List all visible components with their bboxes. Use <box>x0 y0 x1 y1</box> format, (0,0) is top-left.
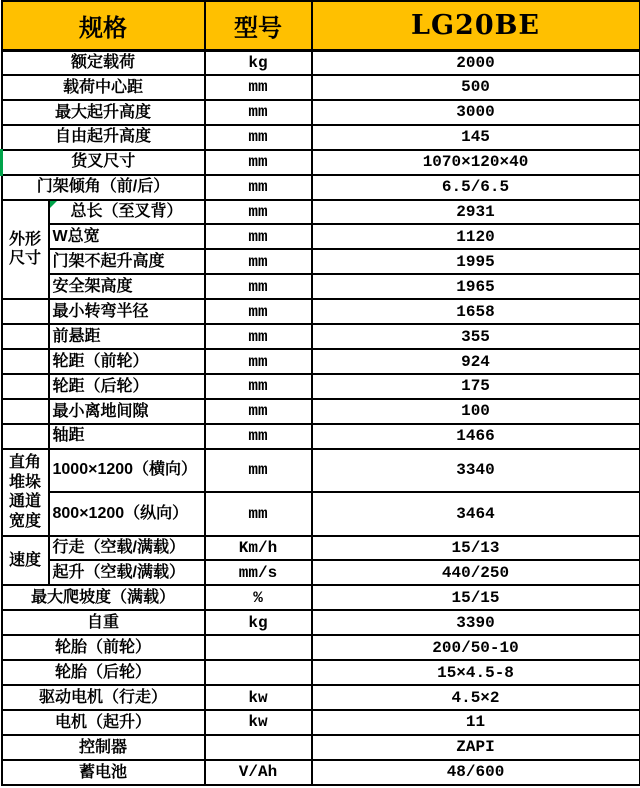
spec-row <box>2 349 640 374</box>
spec-value: 355 <box>312 324 640 349</box>
spec-row <box>2 50 640 75</box>
spec-row <box>2 125 640 150</box>
spec-label: 额定载荷 <box>2 50 205 75</box>
spec-row <box>2 299 640 324</box>
spec-row <box>2 685 640 710</box>
spec-row <box>2 274 640 299</box>
spec-row <box>2 399 640 424</box>
spec-value: 175 <box>312 374 640 399</box>
spec-value: 1466 <box>312 424 640 449</box>
spec-unit: kw <box>205 710 312 735</box>
group-spacer <box>2 424 49 449</box>
group-spacer <box>2 324 49 349</box>
group-label: 直角堆垛通道宽度 <box>2 449 49 536</box>
spec-value: 500 <box>312 75 640 100</box>
spec-value: 1658 <box>312 299 640 324</box>
spec-value: 2931 <box>312 200 640 225</box>
spec-unit: mm <box>205 200 312 225</box>
spec-label: 800×1200（纵向） <box>49 492 205 536</box>
spec-unit: mm <box>205 324 312 349</box>
spec-row <box>2 150 640 175</box>
spec-value: 440/250 <box>312 560 640 585</box>
spec-unit: mm <box>205 274 312 299</box>
spec-unit: mm <box>205 299 312 324</box>
spec-row <box>2 249 640 274</box>
spec-rows <box>2 50 640 785</box>
spec-row <box>2 492 640 536</box>
spec-label: W总宽 <box>49 224 205 249</box>
spec-unit: mm <box>205 249 312 274</box>
spec-unit: mm <box>205 125 312 150</box>
spec-row <box>2 585 640 610</box>
spec-label: 安全架高度 <box>49 274 205 299</box>
spec-unit: mm <box>205 175 312 200</box>
spec-value: 3340 <box>312 449 640 492</box>
spec-row <box>2 75 640 100</box>
group-label: 速度 <box>2 536 49 586</box>
header-row <box>2 1 640 50</box>
spec-label: 轮距（后轮） <box>49 374 205 399</box>
spec-value: 3000 <box>312 100 640 125</box>
spec-label: 最大爬坡度（满载） <box>2 585 205 610</box>
spec-value: 3464 <box>312 492 640 536</box>
spec-row <box>2 449 640 492</box>
spec-label: 起升（空载/满载） <box>49 560 205 585</box>
spec-unit: % <box>205 585 312 610</box>
spec-row <box>2 324 640 349</box>
spec-label: 前悬距 <box>49 324 205 349</box>
spec-unit: mm <box>205 424 312 449</box>
spec-unit: kg <box>205 50 312 75</box>
spec-value: 1965 <box>312 274 640 299</box>
spec-label: 轮距（前轮） <box>49 349 205 374</box>
spec-label: 最小转弯半径 <box>49 299 205 324</box>
spec-row <box>2 760 640 785</box>
spec-row <box>2 610 640 635</box>
spec-value: 15/15 <box>312 585 640 610</box>
group-spacer <box>2 299 49 324</box>
spec-unit: mm <box>205 150 312 175</box>
spec-row <box>2 175 640 200</box>
spec-value: 145 <box>312 125 640 150</box>
spec-label: 载荷中心距 <box>2 75 205 100</box>
spec-label: 门架倾角（前/后） <box>2 175 205 200</box>
spec-value: 15×4.5-8 <box>312 660 640 685</box>
spec-unit: Km/h <box>205 536 312 561</box>
spec-label: 总长（至叉背） <box>49 200 205 225</box>
spec-unit: mm/s <box>205 560 312 585</box>
spec-unit: mm <box>205 75 312 100</box>
spec-value: 6.5/6.5 <box>312 175 640 200</box>
spec-unit: mm <box>205 349 312 374</box>
spec-unit: mm <box>205 449 312 492</box>
spec-unit: mm <box>205 374 312 399</box>
spec-unit: V/Ah <box>205 760 312 785</box>
spec-label: 轴距 <box>49 424 205 449</box>
spec-value: 1120 <box>312 224 640 249</box>
spec-label: 轮胎（后轮） <box>2 660 205 685</box>
group-spacer <box>2 349 49 374</box>
header-model-value: LG20BE <box>312 1 640 50</box>
group-spacer <box>2 374 49 399</box>
header-spec-label: 规格 <box>2 1 205 50</box>
spec-label: 最小离地间隙 <box>49 399 205 424</box>
group-spacer <box>2 399 49 424</box>
spec-label: 蓄电池 <box>2 760 205 785</box>
spec-label: 最大起升高度 <box>2 100 205 125</box>
spec-unit: kw <box>205 685 312 710</box>
spec-row <box>2 424 640 449</box>
spec-row <box>2 224 640 249</box>
spec-unit: mm <box>205 399 312 424</box>
spec-value: 11 <box>312 710 640 735</box>
spec-unit: mm <box>205 492 312 536</box>
spec-row <box>2 635 640 660</box>
spec-value: 924 <box>312 349 640 374</box>
spec-unit <box>205 635 312 660</box>
spec-unit <box>205 735 312 760</box>
spec-row <box>2 710 640 735</box>
spec-value: 1070×120×40 <box>312 150 640 175</box>
spec-value: 2000 <box>312 50 640 75</box>
spec-label: 轮胎（前轮） <box>2 635 205 660</box>
spec-unit: kg <box>205 610 312 635</box>
spec-row <box>2 374 640 399</box>
spec-row <box>2 200 640 225</box>
spec-row <box>2 735 640 760</box>
spec-value: 48/600 <box>312 760 640 785</box>
spec-label: 货叉尺寸 <box>2 150 205 175</box>
spec-row <box>2 100 640 125</box>
spec-label: 驱动电机（行走） <box>2 685 205 710</box>
spec-label: 自由起升高度 <box>2 125 205 150</box>
spec-row <box>2 536 640 561</box>
group-label: 外形尺寸 <box>2 200 49 300</box>
spec-value: 3390 <box>312 610 640 635</box>
spec-label: 自重 <box>2 610 205 635</box>
spec-label: 门架不起升高度 <box>49 249 205 274</box>
spec-value: 1995 <box>312 249 640 274</box>
spec-unit <box>205 660 312 685</box>
spec-row <box>2 660 640 685</box>
spec-value: ZAPI <box>312 735 640 760</box>
spec-label: 控制器 <box>2 735 205 760</box>
spec-value: 15/13 <box>312 536 640 561</box>
spec-value: 100 <box>312 399 640 424</box>
header-model-label: 型号 <box>205 1 312 50</box>
spec-label: 行走（空载/满载） <box>49 536 205 561</box>
spec-row <box>2 560 640 585</box>
spec-unit: mm <box>205 100 312 125</box>
spec-value: 200/50-10 <box>312 635 640 660</box>
spec-value: 4.5×2 <box>312 685 640 710</box>
spec-unit: mm <box>205 224 312 249</box>
spec-label: 电机（起升） <box>2 710 205 735</box>
spec-label: 1000×1200（横向） <box>49 449 205 492</box>
